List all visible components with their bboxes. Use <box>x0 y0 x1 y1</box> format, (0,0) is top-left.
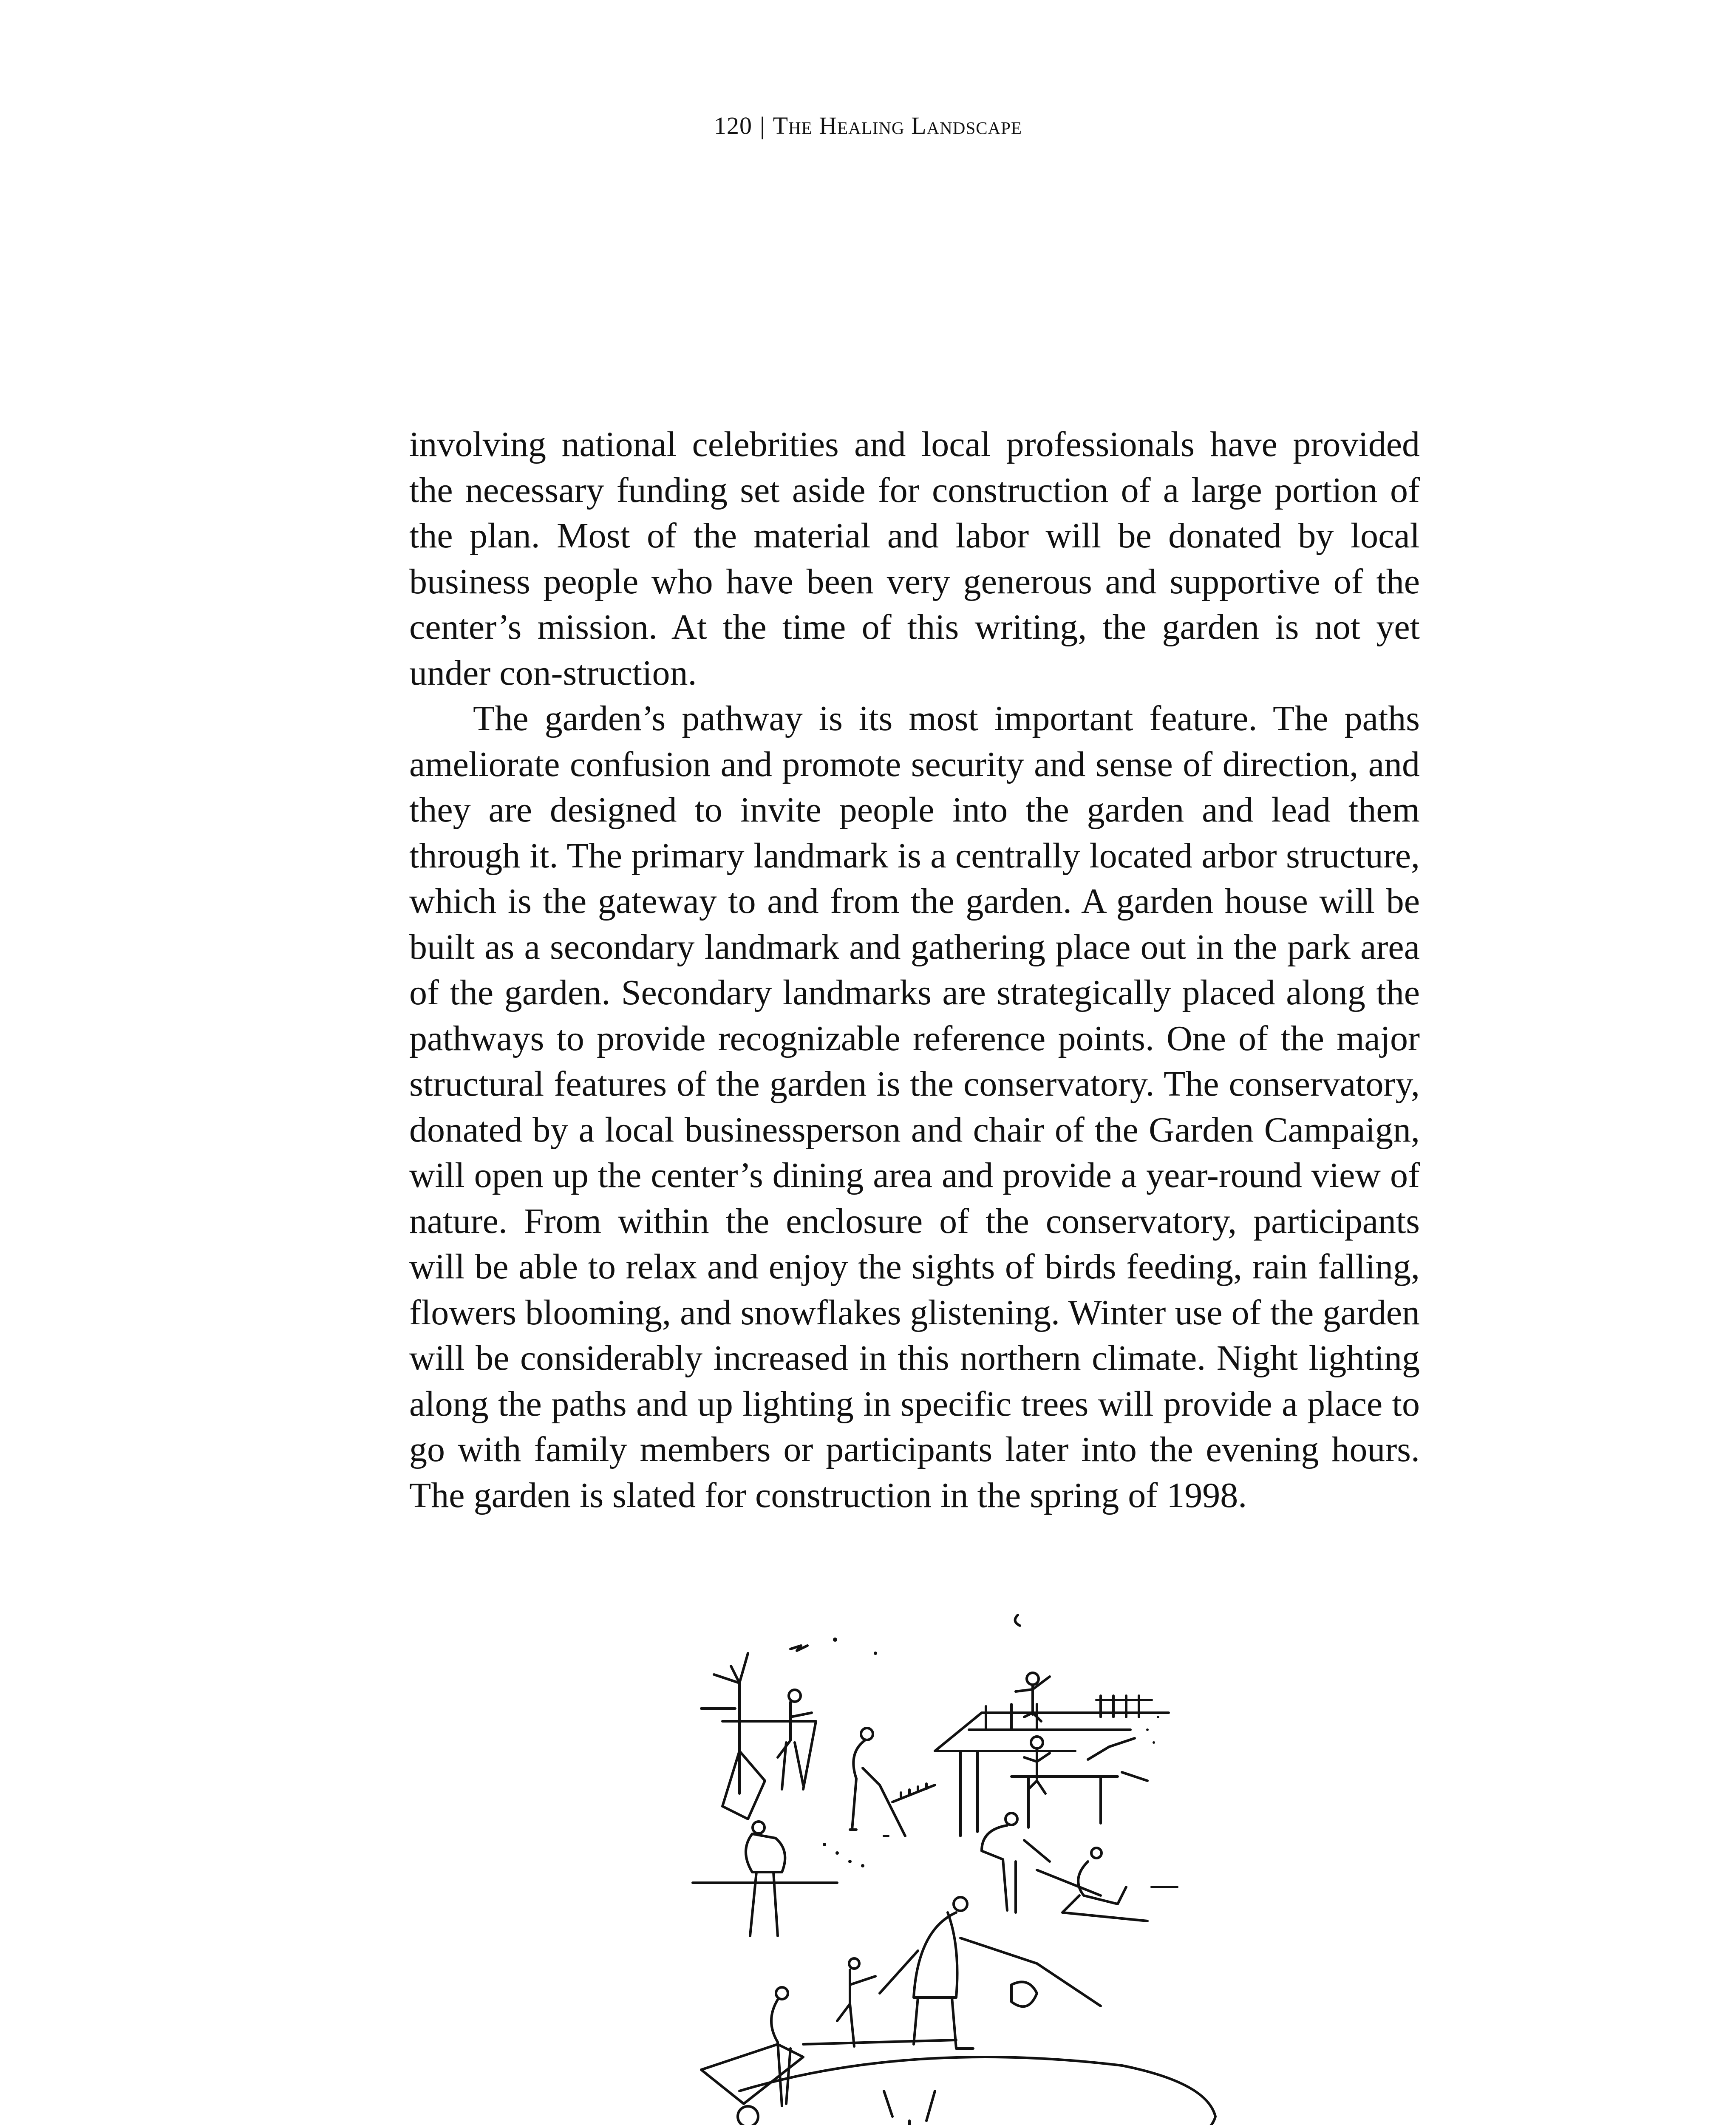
header-separator: | <box>759 112 765 139</box>
springtime-planting-sketch <box>663 1590 1232 2125</box>
running-head <box>0 111 1736 140</box>
paragraph-continued: involving national celebrities and local professionals have provided the necessary funding set aside for construction of a large portion of the plan. Most of the material and labor will be donated by local business people who have been very generous and supportive of the center’s mission. At the time of this writing, the garden is not yet under con-struction. <box>409 425 1420 693</box>
page-number: 120 <box>714 112 752 139</box>
book-title: The Healing Landscape <box>773 112 1022 139</box>
paragraph-garden-pathway: The garden’s pathway is its most important feature. The paths ameliorate confusion and promote security and sense of direction, and they are designed to invite people into the garden and lead them through it. The primary landmark is a centrally located arbor structure, which is the gateway to and from the garden. A garden house will be built as a secondary landmark and gathering place out in the park area of the garden. Secondary landmarks are strategically placed along the pathways to provide recognizable reference points. One of the major structural features of the garden is the conservatory. The conservatory, donated by a local businessperson and chair of the Garden Campaign, will open up the center’s dining area and provide a year-round view of nature. From within the enclosure of the conservatory, participants will be able to relax and enjoy the sights of birds feeding, rain falling, flowers blooming, and snowflakes glistening. Winter use of the garden will be considerably increased in this northern climate. Night lighting along the paths and up lighting in specific trees will provide a place to go with family members or participants later into the evening hours. The garden is slated for construction in the spring of 1998. <box>409 699 1420 1515</box>
body-text <box>409 422 1420 1518</box>
